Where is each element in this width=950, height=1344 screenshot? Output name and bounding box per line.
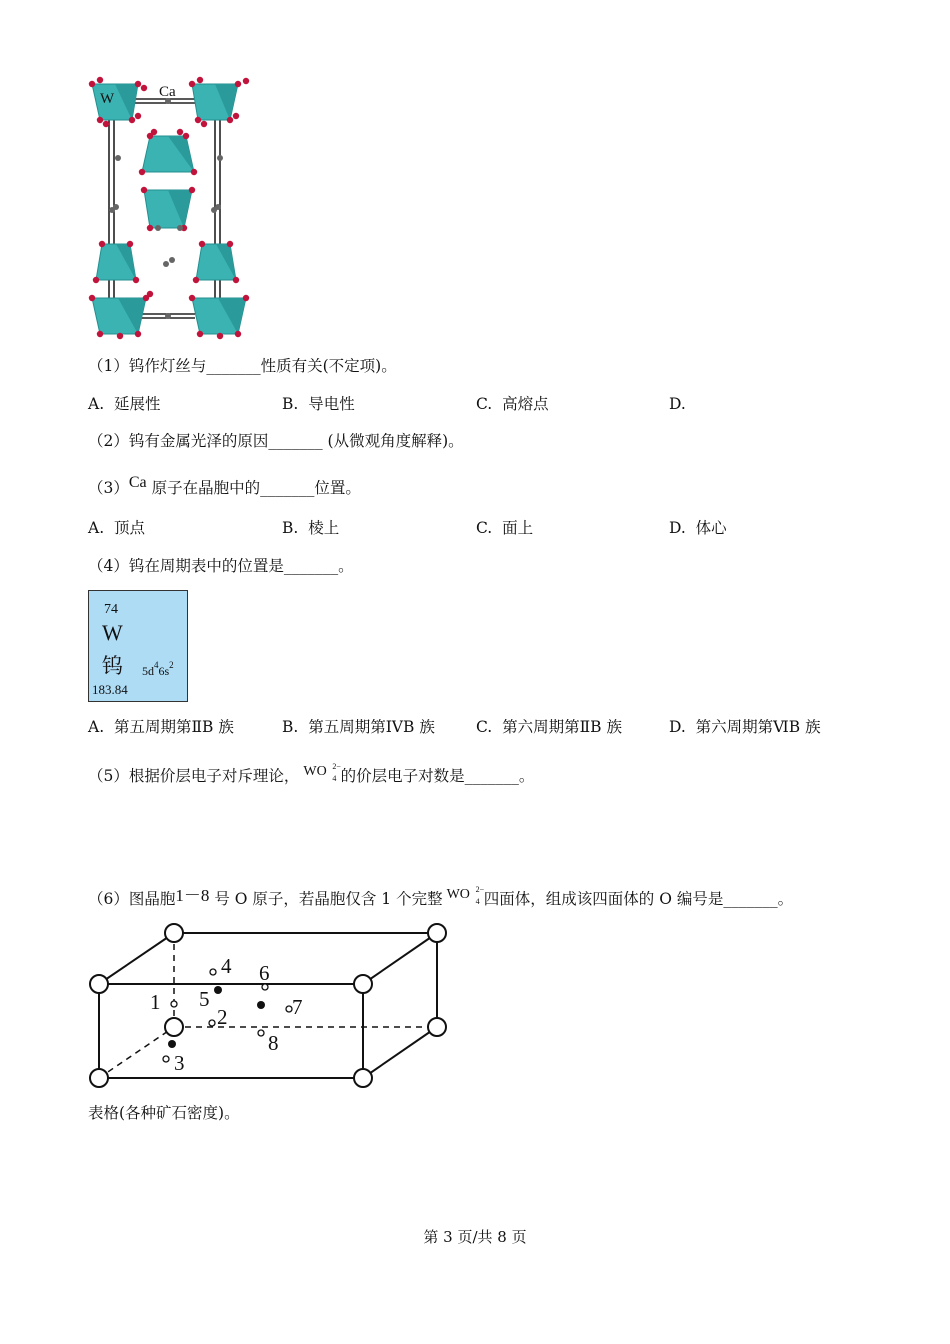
q1-option-d[interactable]: D. xyxy=(669,395,686,413)
q1-option-c[interactable]: C. 高熔点 xyxy=(476,395,549,413)
electron-config: $5d^46s^2$ xyxy=(142,660,174,678)
o-label-1: 1 xyxy=(150,990,161,1014)
question-6-stem: （6）图晶胞1－8 号 O 原子，若晶胞仅含 1 个完整 WO 2− 4 四面体，组成该四面体的 O 编号是_______。 xyxy=(88,885,794,908)
question-2-stem: （2）钨有金属光泽的原因_______ (从微观角度解释)。 xyxy=(88,432,464,450)
page-footer: 第 3 页/共 8 页 xyxy=(423,1228,527,1246)
o-label-7: 7 xyxy=(292,995,303,1019)
label-w: W xyxy=(100,91,115,107)
q1-option-b[interactable]: B. 导电性 xyxy=(282,395,355,413)
question-3-stem: （3）Ca 原子在晶胞中的_______位置。 xyxy=(88,474,361,497)
element-symbol: W xyxy=(102,620,123,645)
q3-option-b[interactable]: B. 棱上 xyxy=(282,519,340,537)
q4-option-b[interactable]: B. 第五周期第IVB 族 xyxy=(282,718,435,736)
atomic-number: 74 xyxy=(104,602,118,617)
q1-option-a[interactable]: A. 延展性 xyxy=(88,395,161,413)
label-ca: Ca xyxy=(159,84,176,100)
q3-option-a[interactable]: A. 顶点 xyxy=(88,519,145,537)
periodic-table-cell xyxy=(88,590,188,702)
q4-option-d[interactable]: D. 第六周期第ⅥB 族 xyxy=(669,718,821,736)
q4-option-a[interactable]: A. 第五周期第ⅡB 族 xyxy=(88,718,234,736)
o-label-2: 2 xyxy=(217,1005,228,1029)
o-label-4: 4 xyxy=(221,954,232,978)
atomic-mass: 183.84 xyxy=(92,682,128,697)
o-label-8: 8 xyxy=(268,1031,279,1055)
crystal-structure-figure xyxy=(80,72,265,347)
o-label-3: 3 xyxy=(174,1051,185,1075)
question-5-stem: （5）根据价层电子对斥理论， WO 2− 4 的价层电子对数是_______。 xyxy=(88,762,535,785)
trailing-text: 表格(各种矿石密度)。 xyxy=(88,1104,240,1122)
o-label-5: 5 xyxy=(199,987,210,1011)
q4-option-c[interactable]: C. 第六周期第ⅡB 族 xyxy=(476,718,622,736)
question-1-stem: （1）钨作灯丝与_______性质有关(不定项)。 xyxy=(88,357,397,375)
tungstate-ion-2: WO 2− 4 xyxy=(446,885,485,906)
q3-option-d[interactable]: D. 体心 xyxy=(669,519,727,537)
q3-option-c[interactable]: C. 面上 xyxy=(476,519,534,537)
corner-atoms xyxy=(90,924,446,1087)
question-4-stem: （4）钨在周期表中的位置是_______。 xyxy=(88,557,354,575)
tungstate-ion: WO 2− 4 xyxy=(303,762,341,783)
unit-cell-figure xyxy=(86,920,456,1095)
o-label-6: 6 xyxy=(259,961,270,985)
element-name: 钨 xyxy=(102,654,123,678)
